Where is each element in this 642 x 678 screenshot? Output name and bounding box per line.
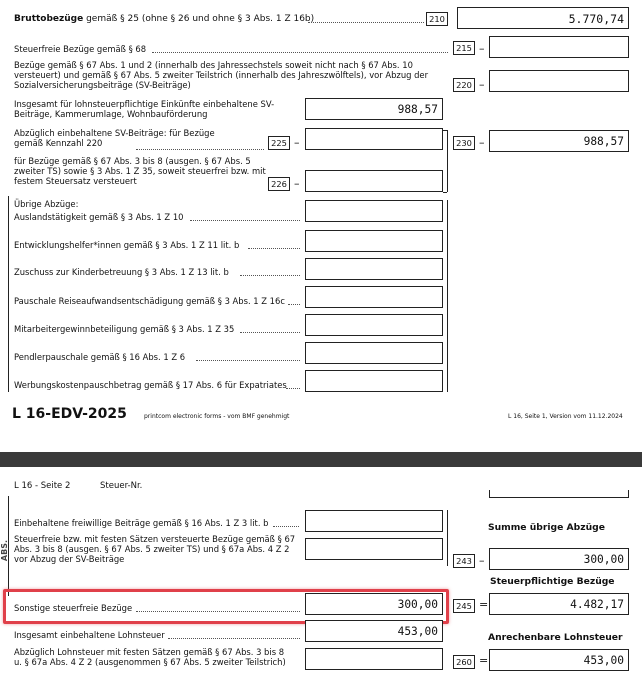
dot-leader (273, 526, 299, 527)
steuer-nr-label: Steuer-Nr. (100, 481, 143, 491)
mitarbeiterbeteiligung-input[interactable] (305, 314, 443, 336)
abz-lohnsteuer-input[interactable] (305, 648, 443, 670)
dot-leader (196, 360, 300, 361)
sum230-input[interactable]: 988,57 (489, 130, 629, 152)
summe-uebrige-input[interactable]: 300,00 (489, 548, 629, 570)
dot-leader (136, 149, 264, 150)
code-box-245: 245 (453, 599, 475, 613)
steuerfrei68-label: Steuerfreie Bezüge gemäß § 68 (14, 44, 147, 54)
sonstige-label: Sonstige steuerfreie Bezüge (14, 603, 133, 613)
section-border-left (8, 196, 9, 392)
freiwillige-input[interactable] (305, 510, 443, 532)
printcom-note: printcom electronic forms - vom BMF genehmigt (144, 413, 290, 420)
bezuege67-label: Bezüge gemäß § 67 Abs. 1 und 2 (innerhalb des Jahressechstels soweit nicht nach § 67 Abs. 10 versteuert) und gemäß § 67 Abs. 5 zweiter Teilstrich (innerhalb des Jahreszwölftels), vor Abzug der Sozialversicherungsbeiträge (SV-Beiträge) (14, 60, 429, 91)
insgesamt-sv-label: Insgesamt für lohnsteuerpflichtige Einkünfte einbehaltene SV-Beiträge, Kammerumlage, Wohnbauförderung (14, 99, 275, 120)
code-box-230: 230 (453, 136, 475, 150)
dot-leader (152, 52, 448, 53)
uebrige-label-auslandstaetigkeit: Auslandstätigkeit gemäß § 3 Abs. 1 Z 10 (14, 212, 184, 222)
dot-leader (190, 220, 300, 221)
section-border-right (447, 200, 448, 392)
side-text: ABS. (0, 540, 9, 562)
equals-sign: = (479, 654, 489, 667)
brutto-input[interactable]: 5.770,74 (457, 7, 629, 29)
bracket-line (447, 130, 448, 192)
dot-leader (136, 611, 300, 612)
uebrige-label-mitarbeiterbeteiligung: Mitarbeitergewinnbeteiligung gemäß § 3 Abs. 1 Z 35 (14, 324, 235, 334)
lohnsteuer-label: Insgesamt einbehaltene Lohnsteuer (14, 630, 165, 640)
sonstige-input[interactable]: 300,00 (305, 593, 443, 615)
abzueglich-sv-input[interactable] (305, 128, 443, 150)
uebrige-label-reiseaufwand: Pauschale Reiseaufwandsentschädigung gemäß § 3 Abs. 1 Z 16c (14, 296, 285, 306)
page2-header: L 16 - Seite 2 (14, 481, 71, 491)
dot-leader (248, 248, 300, 249)
steuerfrei-fest-label: Steuerfreie bzw. mit festen Sätzen versteuerte Bezüge gemäß § 67 Abs. 3 bis 8 (ausgen. § 67 Abs. 5 zweiter TS) und § 67a Abs. 4 Z 2 vor Abzug der SV-Beiträge (14, 534, 296, 565)
code-box-260: 260 (453, 655, 475, 669)
uebrige-label-werbungskosten: Werbungskostenpauschbetrag gemäß § 17 Abs. 6 für Expatriates (14, 380, 287, 390)
minus-sign: – (479, 554, 485, 567)
minus-sign: – (294, 177, 300, 190)
steuerpflichtige-title: Steuerpflichtige Bezüge (490, 576, 615, 587)
dot-leader (240, 332, 300, 333)
bezuege-67-3bis8-label: für Bezüge gemäß § 67 Abs. 3 bis 8 (ausgen. § 67 Abs. 5 zweiter TS) sowie § 3 Abs. 1 Z 35, soweit steuerfrei bzw. mit festem Steuersatz versteuert (14, 156, 266, 187)
page2-top-box (489, 490, 629, 498)
pendlerpauschale-input[interactable] (305, 342, 443, 364)
summe-uebrige-title: Summe übrige Abzüge (488, 522, 605, 533)
steuerfrei-fest-input[interactable] (305, 538, 443, 560)
anrechenbare-input[interactable]: 453,00 (489, 649, 629, 671)
dot-leader (168, 638, 300, 639)
dot-leader (288, 304, 300, 305)
steuerfrei68-input[interactable] (489, 36, 629, 58)
minus-sign: – (479, 136, 485, 149)
code-box-220: 220 (453, 78, 475, 92)
abzueglich-sv-label: Abzüglich einbehaltene SV-Beiträge: für Bezüge gemäß Kennzahl 220 (14, 128, 215, 149)
dot-leader (308, 22, 424, 23)
kinderbetreuung-input[interactable] (305, 258, 443, 280)
dot-leader (240, 275, 300, 276)
reiseaufwand-input[interactable] (305, 286, 443, 308)
code-box-210: 210 (426, 12, 448, 26)
minus-sign: – (479, 42, 485, 55)
bezuege67-input[interactable] (489, 70, 629, 92)
equals-sign: = (479, 598, 489, 611)
anrechenbare-title: Anrechenbare Lohnsteuer (488, 632, 623, 643)
version-note: L 16, Seite 1, Version vom 11.12.2024 (508, 413, 623, 420)
code-box-226: 226 (268, 177, 290, 191)
uebrige-label-entwicklungshelfer: Entwicklungshelfer*innen gemäß § 3 Abs. 1 Z 11 lit. b (14, 240, 240, 250)
entwicklungshelfer-input[interactable] (305, 230, 443, 252)
code-box-215: 215 (453, 41, 475, 55)
minus-sign: – (479, 78, 485, 91)
steuerpflichtige-input[interactable]: 4.482,17 (489, 593, 629, 615)
lohnsteuer-input[interactable]: 453,00 (305, 620, 443, 642)
code-box-243: 243 (453, 554, 475, 568)
uebrige-label-kinderbetreuung: Zuschuss zur Kinderbetreuung § 3 Abs. 1 Z 13 lit. b (14, 267, 229, 277)
code-box-225: 225 (268, 136, 290, 150)
minus-sign: – (294, 136, 300, 149)
dot-leader (286, 388, 300, 389)
bracket-line (443, 130, 447, 131)
auslandstaetigkeit-input[interactable] (305, 200, 443, 222)
uebrige-label-pendlerpauschale: Pendlerpauschale gemäß § 16 Abs. 1 Z 6 (14, 352, 186, 362)
bracket-line (443, 192, 447, 193)
insgesamt-sv-input[interactable]: 988,57 (305, 98, 443, 120)
form-id: L 16-EDV-2025 (12, 406, 127, 422)
brutto-label: Bruttobezüge gemäß § 25 (ohne § 26 und ohne § 3 Abs. 1 Z 16b) (14, 14, 315, 24)
werbungskosten-input[interactable] (305, 370, 443, 392)
freiwillige-label: Einbehaltene freiwillige Beiträge gemäß § 16 Abs. 1 Z 3 lit. b (14, 518, 269, 528)
page-divider (0, 452, 642, 467)
uebrige-abzuege-header: Übrige Abzüge: (14, 199, 79, 209)
section-border-right (447, 510, 448, 566)
bezuege-67-3bis8-input[interactable] (305, 170, 443, 192)
abz-lohnsteuer-label: Abzüglich Lohnsteuer mit festen Sätzen gemäß § 67 Abs. 3 bis 8 u. § 67a Abs. 4 Z 2 (ausgenommen § 67 Abs. 5 zweiter Teilstrich) (14, 647, 286, 668)
